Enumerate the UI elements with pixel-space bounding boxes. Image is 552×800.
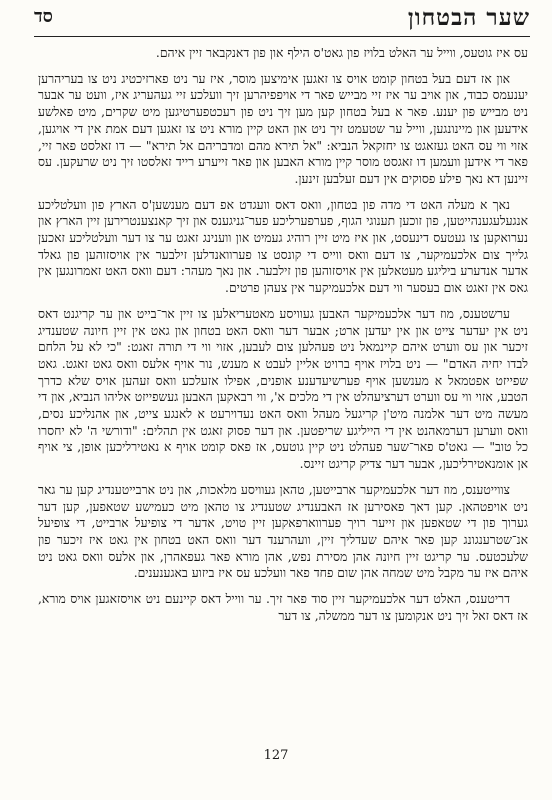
page-number: 127 [263, 748, 289, 763]
running-header [34, 4, 530, 40]
paragraph: ערשטענס, מוז דער אלכעמיקער האבען געוויסע מאטעריאלען צו זיין אר־בייט און ער קריגנט דאס ניט אין יעדער צייט און אין יעדען ארט; אבער דער וואס האט בטחון און גאט אין זיין חיונה שטענדיג זיכער און עס ווערט איהם קיינמאל ניט פעהלען צום לעבען, אזוי ווי די תורה זאגט: "כי לא על הלחם לבדו יחיה האדם" — ניט בלויז אויף ברויט אליין לעבט א מענש, נור אויף אלעס וואס גאט זאגט. גאט שפייזט אפטמאל א מענשען אויף פערשיעדענע אופנים, אפילו אזעלכע וואס זעהען אויס שלא כדרך הטבע, אזוי ווי עס ווערט דערציעהלט אין די מלכים א', ווי רבאקען האבען געשפייזט אליהו הנביא, און די מעשה מיט דער אלמנה מיט'ן קריגעל מעהל וואס האט נעדוירעט א לאנגע צייט, און אהנליכע נסים, וואס ווערען דערמאהנט אין די הייליגע שריפטען. און דער פסוק זאגט אין תהלים: "ודורשי ה' לא יחסרו כל טוב" — גאט'ס פאר־שער פעהלט ניט קיין גוטעס, אז פאס קומט אויף א נאטירליכען אופן, צי אויף אן אומנאטירליכען, אבער דער צדיק קריגט זיינס. [38, 306, 528, 472]
book-title: שער הבטחון [407, 4, 530, 31]
paragraph: עס איז גוטעס, ווייל ער האלט בלויז פון גאט'ס הילף און פון דאנקבאר זיין איהם. [155, 46, 528, 60]
paragraph: נאך א מעלה האט די מדה פון בטחון, וואס דאס וועגדט אפ דעם מענשען'ס הארץ פון וועלטליכע אנגעלעגענהייטען, פון זוכען תענוגי הגוף, פערפערליכע פער־גניגענס און זיך קאנצענטרירען זיין הארץ און נערואקען צו געטעס דינעסט, און איז מיט זיין רוהיג געמיט און ווענינג זאגט ער צו דער וועלטליכע זאכען גלייך צום אלכעמיקער, צו דעם וואס ווייס די קונסט צו פערוואנדלען זילבער אין אויסזוהען פון גאלד אדער אנדערע ביליגע מעטאלען אין אויסזוהען פון זילבער. און נאך מעהר: דעם וואס האט זאמרונגען אין גאס אין זאגט אום בעסער ווי דעם אלכעמיקער אין צעהן פרטים. [38, 197, 528, 296]
paragraph: און אז דעם בעל בטחון קומט אויס צו זאגען אימיצען מוסר, איז ער ניט פארזיכטיג ניט צו בעריהרען יענעמס כבוד, און אויב ער איז זיי מבייש פאר די אויפפיהרען זיך וועלכע זיי געהעריג איז, וועט ער אבער ניט מבייש פון יענע. פאר א בעל בטחון קען מען זיך ניט פון רעכטפערטיגען מיט שקרים, מיט פאלשע אידעען און מיינונגען, ווייל ער שטעמט זיך ניט און האט קיין מורא ניט צו זאגען דעם אמת אין די אויגען, אזוי ווי עס האט געזאגט צו יחזקאל הנביא: "אל תירא מהם ומדבריהם אל תירא" — דו זאלסט פאר זיי, פאר די אידען וועמען דו זאגסט מוסר קיין מורא האבען און פאר זייערע רייד זאלסטו זיך ניט שרעקען. עס זיינען דא נאך פילע פסוקים אין דעם זעלבען זינען. [38, 71, 528, 186]
paragraph: דריטענס, האלט דער אלכעמיקער זיין סוד פאר זיך. ער ווייל דאס קיינעם ניט אויסזאגען אויס מורא, אז דאס זאל זיך ניט אנקומען צו דער ממשלה, צו דער [38, 592, 528, 623]
header-divider [34, 36, 530, 37]
main-text [38, 45, 528, 634]
hebrew-page-number: סד [34, 6, 53, 27]
paragraph: צווייטענס, מוז דער אלכעמיקער ארבייטען, טהאן געוויסע מלאכות, און ניט ארבייטענדיג קען ער גאר ניט אויפטהאן. קען דאך פאסירען אז האבענדיג שטענדיג צו טהאן מיט כעמישע שטאפען, קען דער גערוך פון די שטאפען און זייער רויך פערווארפאקען זיין טויט, אדער די צופיעל ארבייט, די צופיעל אנ־שטרענגונג קען פאר איהם שעדליך זיין, וועהרענד דער וואס האט בטחון אין גאט איז זיכער פון שלעכטעס. ער קריגט זיין חיונה אהן מסירת נפש, אהן מורא פאר געפאהרן, און אלעס וואס גאט ניט איהם איז ער מקבל מיט שמחה אהן שום פחד פאר וועלכע עס איז ביזוע באגענענים. [38, 482, 528, 581]
